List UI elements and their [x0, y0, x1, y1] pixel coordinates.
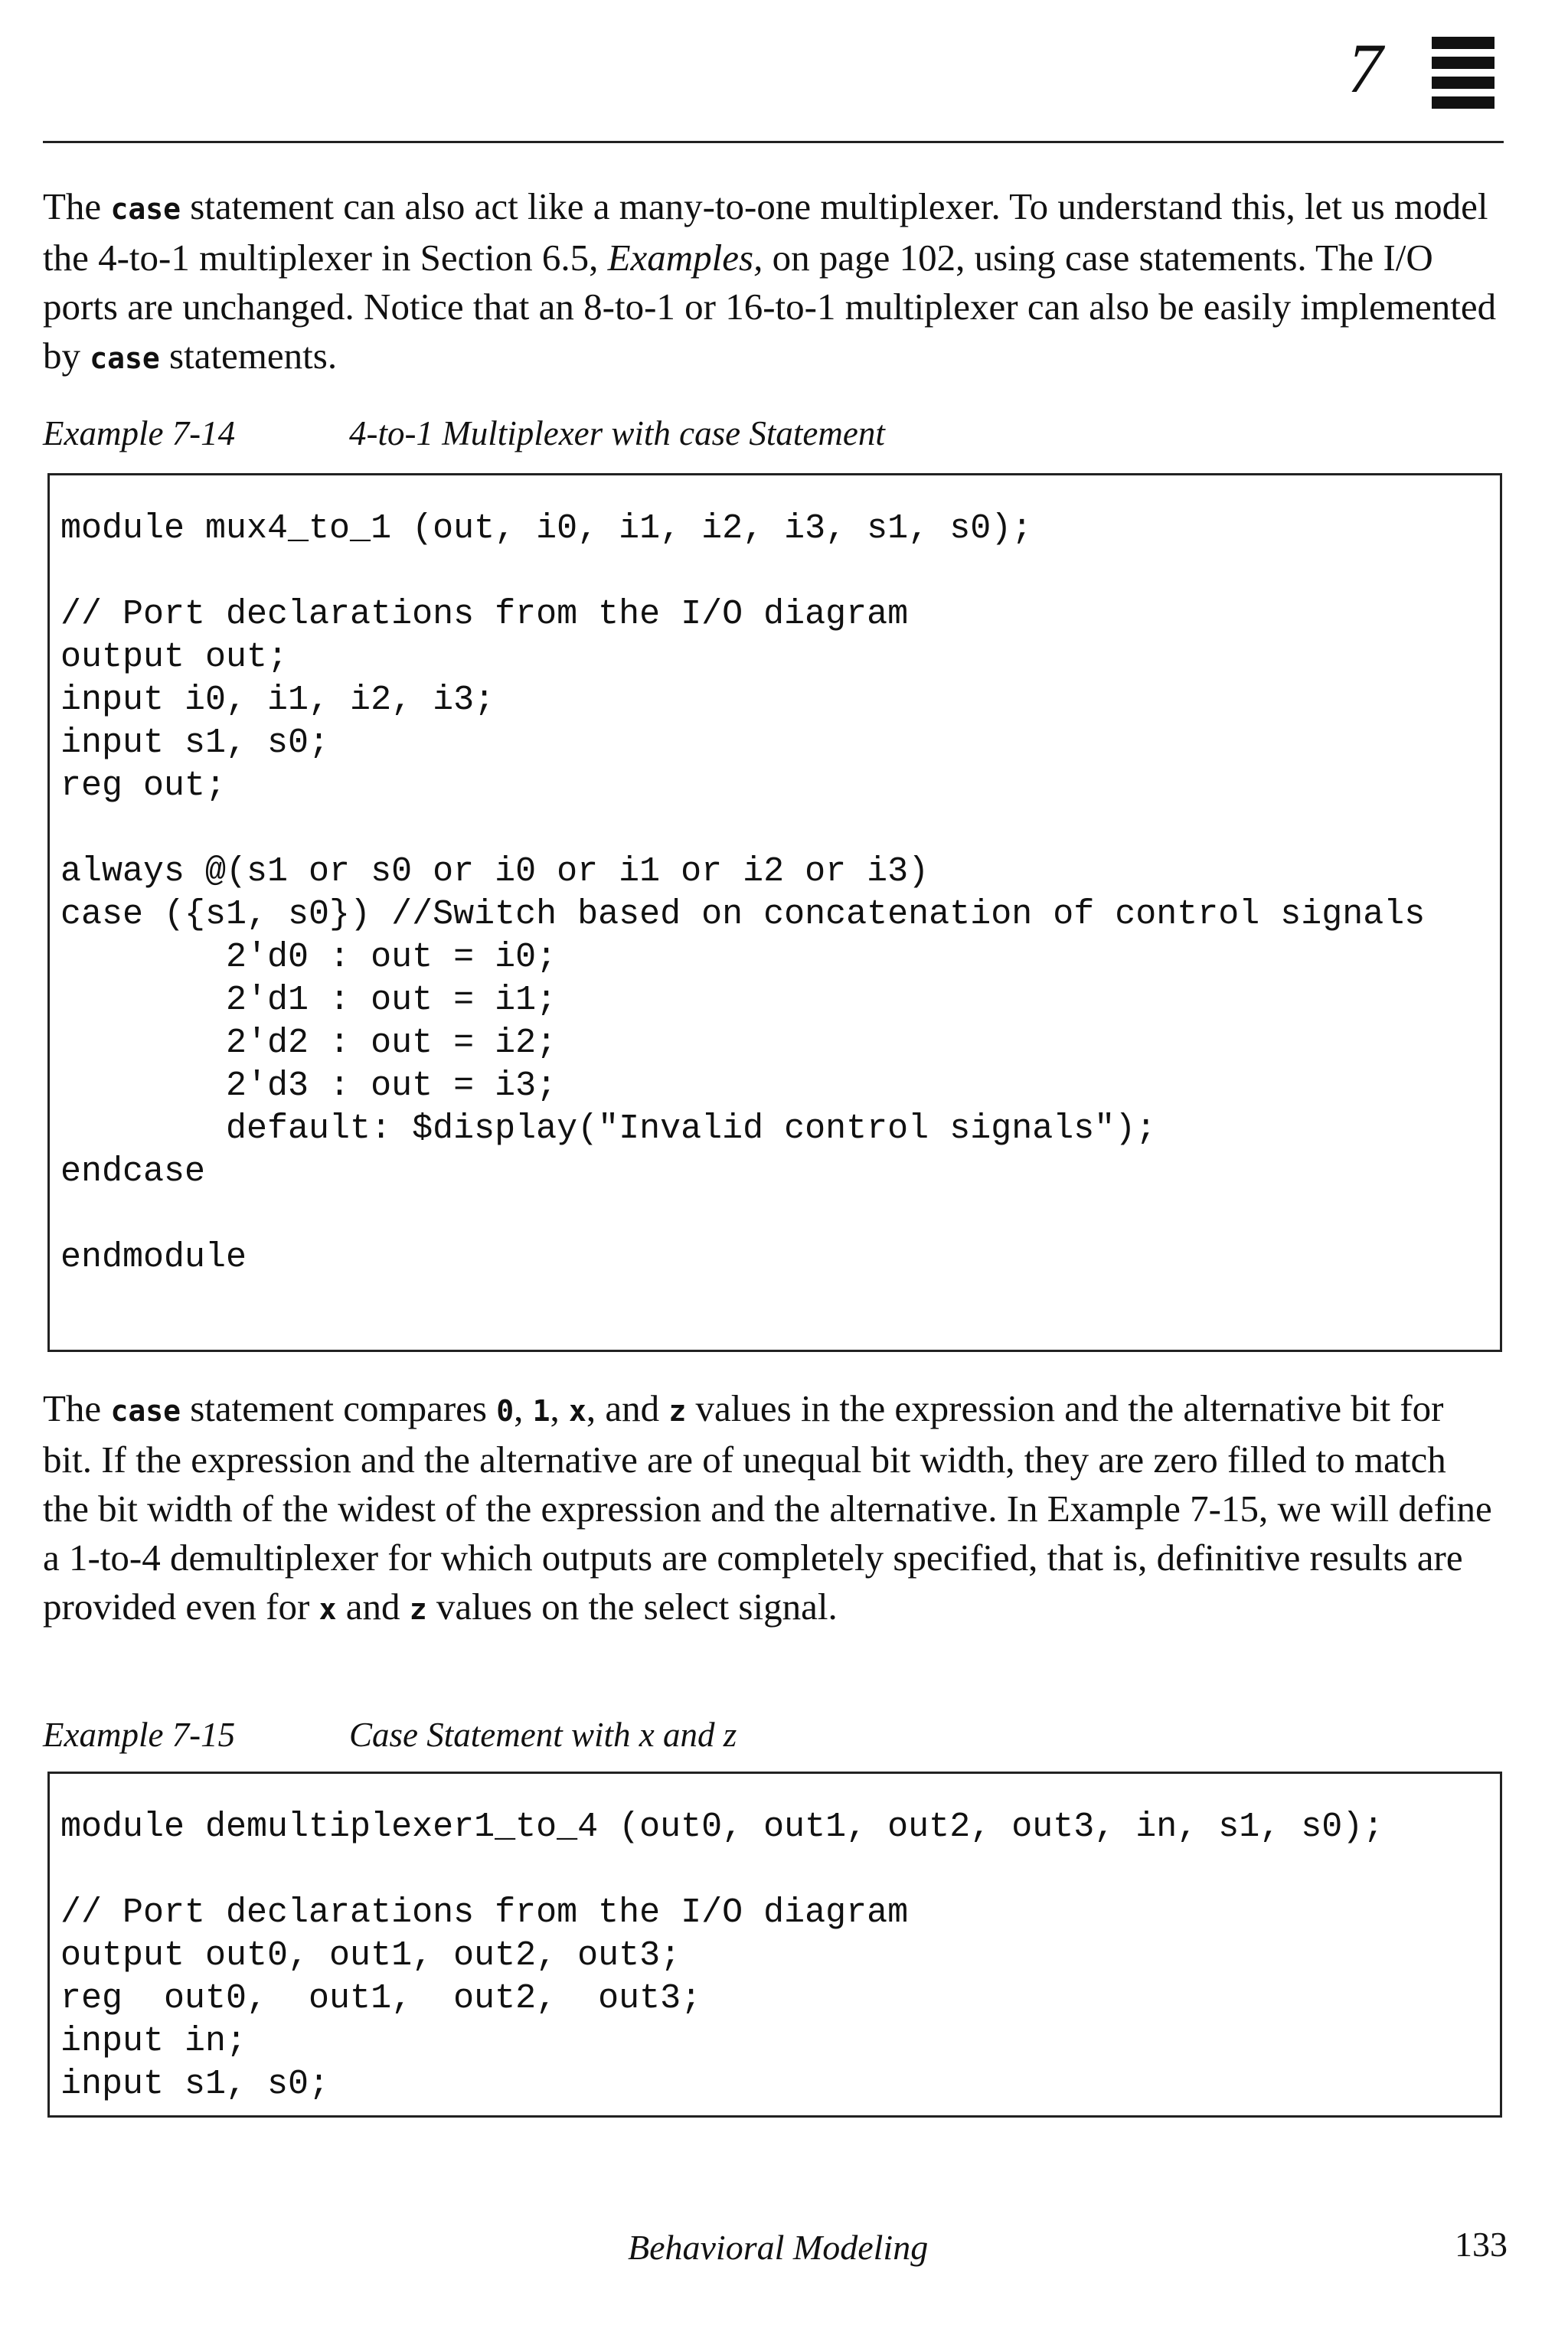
code-line: 2'd2 : out = i2;: [60, 1024, 557, 1063]
running-footer-title: Behavioral Modeling: [628, 2228, 929, 2267]
example-title: 4-to-1 Multiplexer with case Statement: [349, 414, 885, 452]
chapter-number: 7: [1348, 29, 1383, 107]
example-label: Example 7-14: [43, 414, 236, 452]
code-line: output out;: [60, 638, 289, 677]
code-listing-7-15: [47, 1772, 1502, 2118]
code-line: default: $display("Invalid control signals");: [60, 1109, 1157, 1148]
keyword-case: case: [110, 192, 181, 226]
chapter-marker: [1348, 26, 1501, 118]
keyword-case: case: [90, 341, 160, 375]
case-comparison-paragraph: The case statement compares 0, 1, x, and z values in the expression and the alternative bit for bit. If the expression and the alternative are of unequal bit width, they are zero filled to match the bit width of the widest of the expression and the alternative. In Example 7-15, we will define a 1-to-4 demultiplexer for which outputs are completely specified, that is, definitive results are provided even for x and z values on the select signal.: [43, 1387, 1492, 1628]
code-line: input s1, s0;: [60, 2065, 330, 2104]
code-line: reg out0, out1, out2, out3;: [60, 1979, 702, 2018]
example-caption-7-15: [43, 1713, 1421, 1756]
code-line: input s1, s0;: [60, 723, 330, 763]
code-line: output out0, out1, out2, out3;: [60, 1936, 681, 1975]
example-label: Example 7-15: [43, 1716, 236, 1754]
code-line: case ({s1, s0}) //Switch based on concatenation of control signals: [60, 895, 1426, 934]
code-line: reg out;: [60, 766, 227, 805]
code-line: endcase: [60, 1152, 206, 1191]
code-line: 2'd1 : out = i1;: [60, 981, 557, 1020]
header-rule: [43, 141, 1504, 143]
code-line: 2'd3 : out = i3;: [60, 1066, 557, 1105]
code-line: // Port declarations from the I/O diagram: [60, 1893, 909, 1932]
example-title: Case Statement with x and z: [349, 1716, 737, 1754]
code-line: module demultiplexer1_to_4 (out0, out1, out2, out3, in, s1, s0);: [60, 1808, 1384, 1847]
code-line: input in;: [60, 2022, 247, 2061]
code-line: 2'd0 : out = i0;: [60, 938, 557, 977]
code-line: input i0, i1, i2, i3;: [60, 681, 495, 720]
code-line: module mux4_to_1 (out, i0, i1, i2, i3, s1, s0);: [60, 509, 1033, 548]
code-listing-7-14: [47, 473, 1502, 1352]
code-line: endmodule: [60, 1238, 247, 1277]
page-number: 133: [1455, 2225, 1508, 2264]
code-line: always @(s1 or s0 or i0 or i1 or i2 or i3): [60, 852, 929, 891]
intro-paragraph: The case statement can also act like a many-to-one multiplexer. To understand this, let us model the 4-to-1 multiplexer in Section 6.5, Examples, on page 102, using case statements. The I/O ports are unchanged. Notice that an 8-to-1 or 16-to-1 multiplexer can also be easily implemented by case statements.: [43, 185, 1497, 377]
example-caption-7-14: [43, 412, 1421, 455]
chapter-bars-icon: [1432, 37, 1494, 116]
code-line: // Port declarations from the I/O diagram: [60, 595, 909, 634]
